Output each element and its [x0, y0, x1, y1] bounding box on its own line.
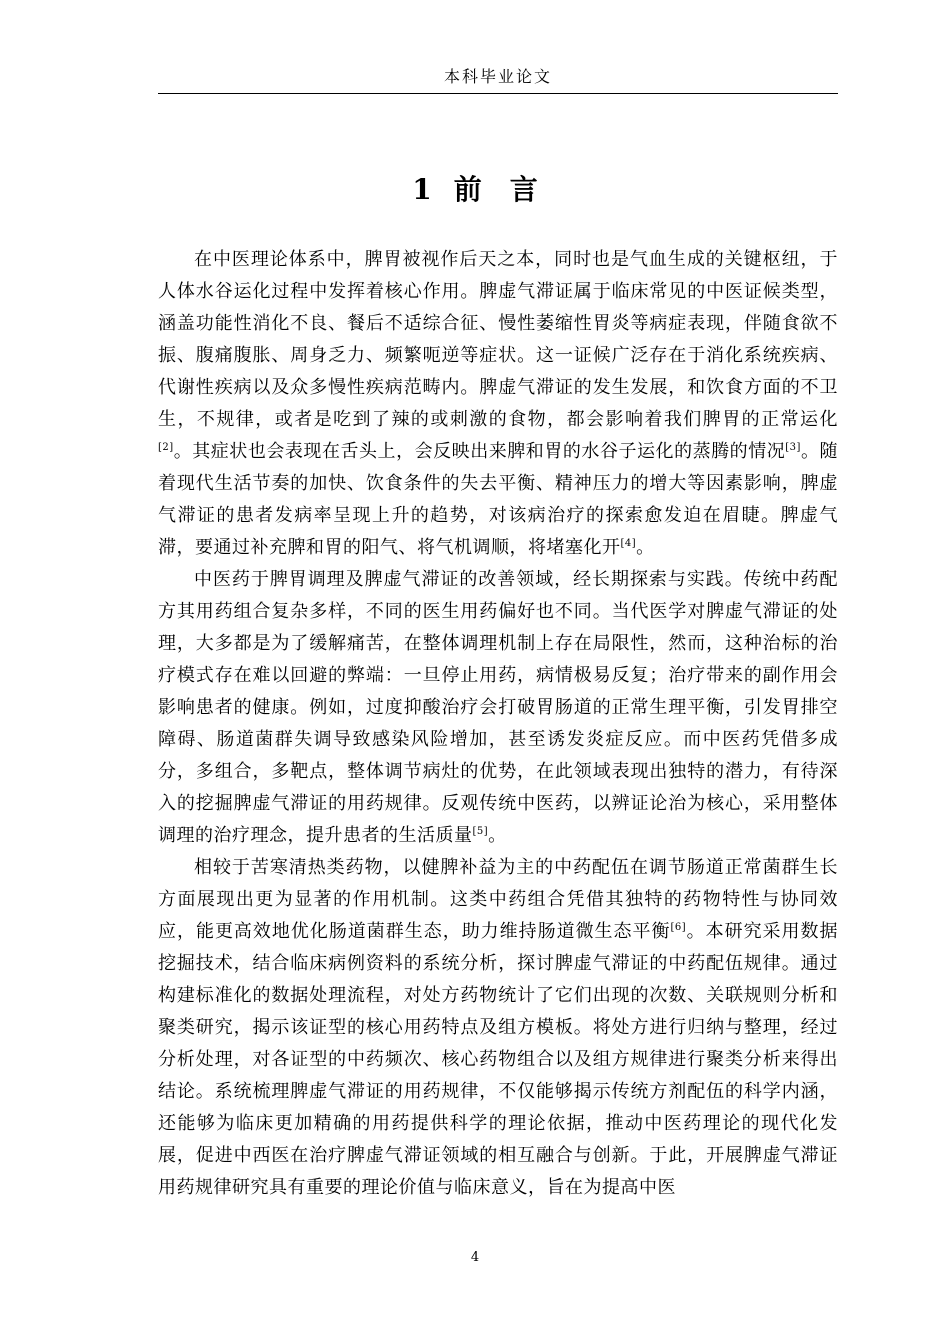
paragraph-text: 在中医理论体系中，脾胃被视作后天之本，同时也是气血生成的关键枢纽，于人体水谷运化过程中发挥着核心作用。脾虚气滞证属于临床常见的中医证候类型，涵盖功能性消化不良、餐后不适综合征、慢性萎缩性胃炎等病症表现，伴随食欲不振、腹痛腹胀、周身乏力、频繁呃逆等症状。这一证候广泛存在于消化系统疾病、代谢性疾病以及众多慢性疾病范畴内。脾虚气滞证的发生发展，和饮食方面的不卫生，不规律，或者是吃到了辣的或刺激的食物，都会影响着我们脾胃的正常运化: [158, 249, 838, 430]
paragraph-text: 相较于苦寒清热类药物，以健脾补益为主的中药配伍在调节肠道正常菌群生长方面展现出更为显著的作用机制。这类中药组合凭借其独特的药物特性与协同效应，能更高效地优化肠道菌群生态，助力维持肠道微生态平衡: [158, 857, 838, 942]
paragraph: [158, 564, 838, 852]
citation-ref: [5]: [472, 826, 489, 837]
paragraph: [158, 852, 838, 1204]
paragraph-text: 中医药于脾胃调理及脾虚气滞证的改善领域，经长期探索与实践。传统中药配方其用药组合复杂多样，不同的医生用药偏好也不同。当代医学对脾虚气滞证的处理，大多都是为了缓解痛苦，在整体调理机制上存在局限性，然而，这种治标的治疗模式存在难以回避的弊端：一旦停止用药，病情极易反复；治疗带来的副作用会影响患者的健康。例如，过度抑酸治疗会打破胃肠道的正常生理平衡，引发胃排空障碍、肠道菌群失调导致感染风险增加，甚至诱发炎症反应。而中医药凭借多成分，多组合，多靶点，整体调节病灶的优势，在此领域表现出独特的潜力，有待深入的挖掘脾虚气滞证的用药规律。反观传统中医药，以辨证论治为核心，采用整体调理的治疗理念，提升患者的生活质量: [158, 569, 838, 846]
running-header: 本科毕业论文: [158, 64, 838, 94]
paragraph: [158, 244, 838, 564]
section-title-char: 言: [509, 173, 538, 206]
paragraph-text: 。其症状也会表现在舌头上，会反映出来脾和胃的水谷子运化的蒸腾的情况: [173, 441, 786, 462]
citation-ref: [2]: [158, 442, 174, 453]
citation-ref: [6]: [670, 922, 687, 933]
citation-ref: [4]: [620, 538, 637, 549]
section-title-char: 前: [453, 173, 482, 206]
paragraph-text: 。本研究采用数据挖掘技术，结合临床病例资料的系统分析，探讨脾虚气滞证的中药配伍规律。通过构建标准化的数据处理流程，对处方药物统计了它们出现的次数、关联规则分析和聚类研究，揭示该证型的核心用药特点及组方模板。将处方进行归纳与整理，经过分析处理，对各证型的中药频次、核心药物组合以及组方规律进行聚类分析来得出结论。系统梳理脾虚气滞证的用药规律，不仅能够揭示传统方剂配伍的科学内涵，还能够为临床更加精确的用药提供科学的理论依据，推动中医药理论的现代化发展，促进中西医在治疗脾虚气滞证领域的相互融合与创新。于此，开展脾虚气滞证用药规律研究具有重要的理论价值与临床意义，旨在为提高中医: [158, 921, 839, 1198]
body-text: [158, 244, 838, 1204]
page-number: 4: [470, 1250, 480, 1265]
section-number: 1: [412, 173, 432, 206]
paragraph-text: 。: [488, 825, 507, 846]
section-title: [0, 168, 950, 208]
paragraph-text: 。随着现代生活节奏的加快、饮食条件的失去平衡、精神压力的增大等因素影响，脾虚气滞证的患者发病率呈现上升的趋势，对该病治疗的探索愈发迫在眉睫。脾虚气滞，要通过补充脾和胃的阳气、将气机调顺，将堵塞化开: [158, 441, 839, 558]
paragraph-text: 。: [636, 537, 655, 558]
citation-ref: [3]: [785, 442, 801, 453]
